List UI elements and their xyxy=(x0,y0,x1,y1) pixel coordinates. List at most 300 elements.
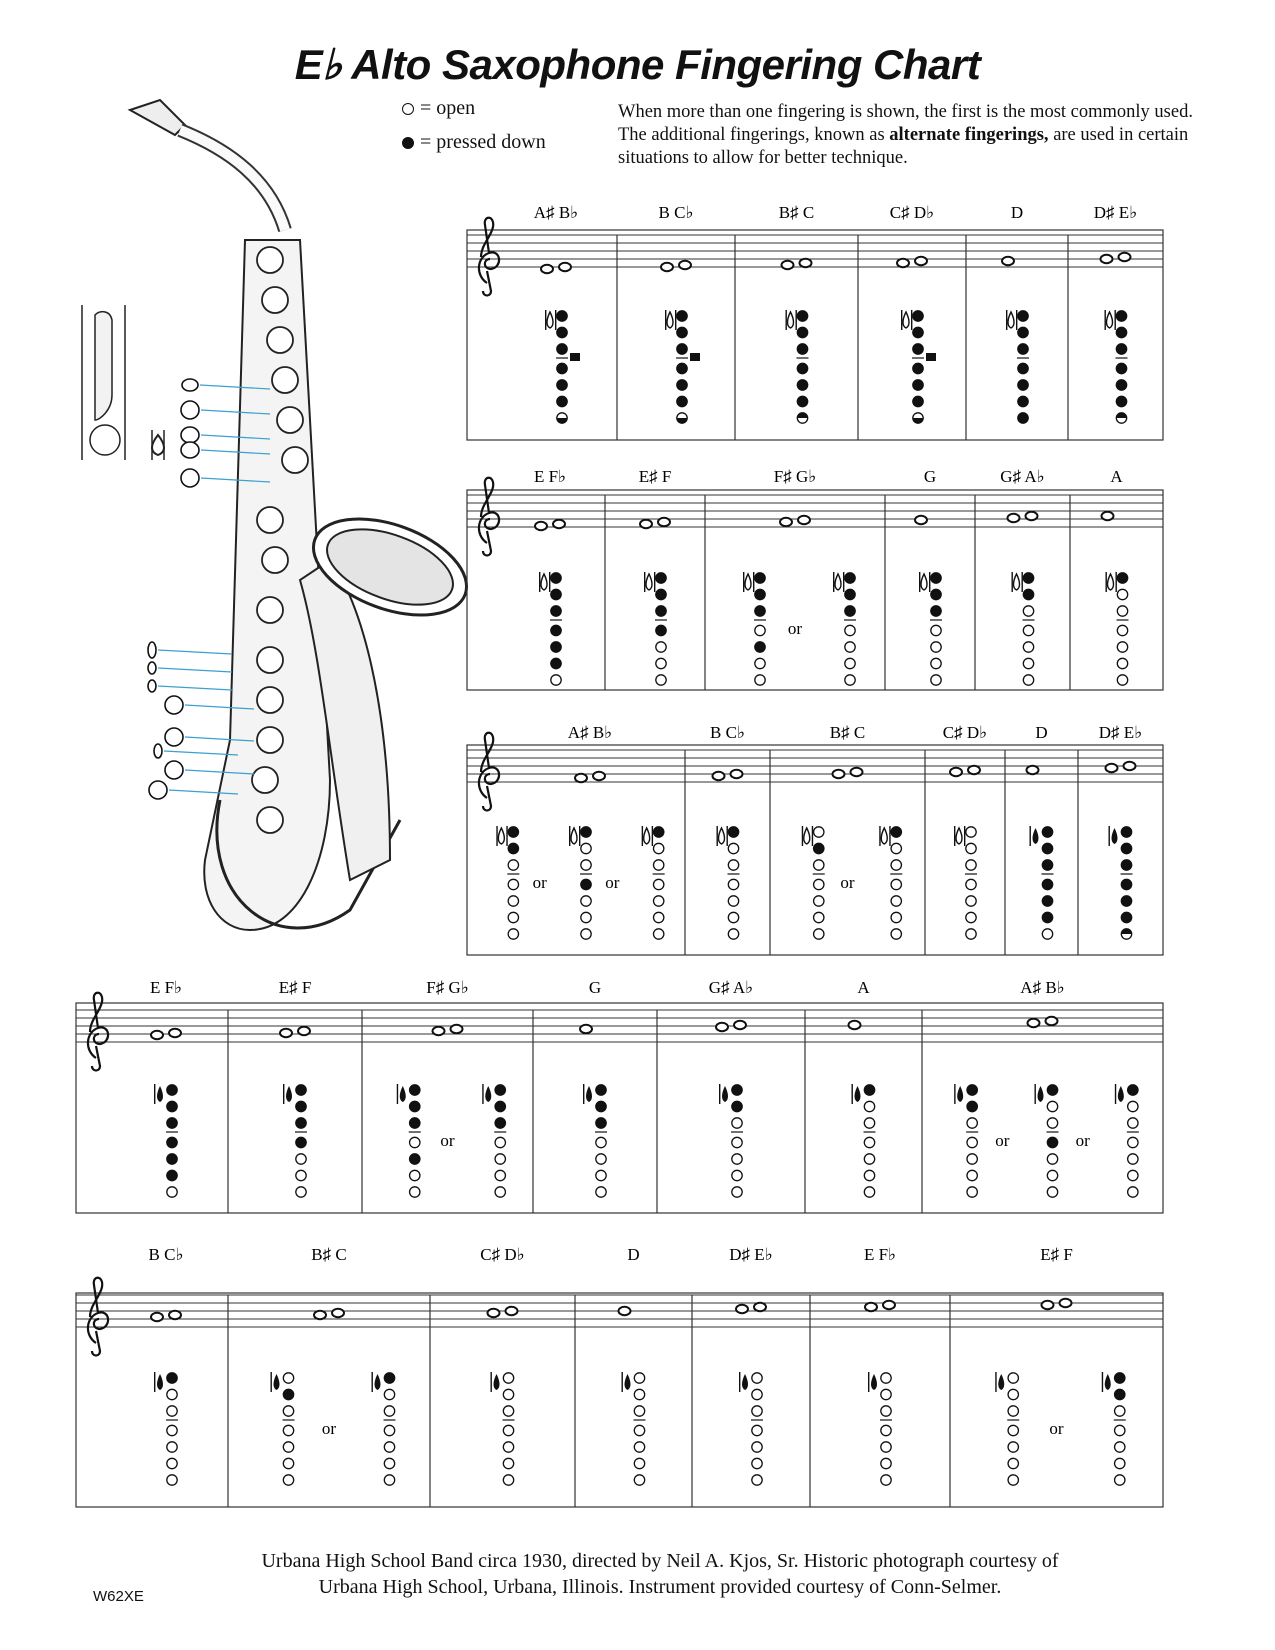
key-callout-icon xyxy=(181,442,199,458)
key-pressed-icon xyxy=(653,827,663,837)
key-pressed-icon xyxy=(1018,344,1028,354)
key-open-icon xyxy=(881,1458,891,1468)
or-label: or xyxy=(1049,1419,1064,1438)
key-open-icon xyxy=(814,912,824,922)
octave-key-pressed-icon xyxy=(494,1374,500,1390)
key-open-icon xyxy=(634,1406,644,1416)
note-head xyxy=(1008,514,1020,522)
sax-key-pad xyxy=(257,247,283,273)
note-text-1: When more than one fingering is shown, the first is the most commonly used. The additional fingerings, known as xyxy=(618,102,1193,145)
octave-key-pressed-icon xyxy=(157,1374,163,1390)
octave-key-pressed-icon xyxy=(286,1086,292,1102)
fingering-diagram xyxy=(995,1372,1019,1485)
fingering-diagram xyxy=(1102,1372,1126,1485)
key-open-icon xyxy=(167,1389,177,1399)
key-open-icon xyxy=(931,675,941,685)
key-open-icon xyxy=(167,1406,177,1416)
key-pressed-icon xyxy=(677,396,687,406)
note-label: G♯ A♭ xyxy=(1000,467,1045,486)
key-open-icon xyxy=(752,1425,762,1435)
key-pressed-icon xyxy=(656,589,666,599)
fingering-diagram xyxy=(491,1372,515,1485)
key-open-icon xyxy=(503,1442,513,1452)
note-label: D♯ E♭ xyxy=(729,1245,773,1264)
key-open-icon xyxy=(495,1137,505,1147)
key-open-icon xyxy=(167,1187,177,1197)
octave-key-bracket xyxy=(583,1084,584,1104)
octave-key-open-icon xyxy=(881,828,887,844)
key-open-icon xyxy=(966,929,976,939)
key-pressed-icon xyxy=(495,1118,505,1128)
key-open-icon xyxy=(967,1137,977,1147)
octave-key-pressed-icon xyxy=(157,1086,163,1102)
note-head xyxy=(640,520,652,528)
key-pressed-icon xyxy=(1116,380,1126,390)
key-pressed-icon xyxy=(1023,573,1033,583)
key-pressed-icon xyxy=(913,311,923,321)
octave-key-bracket xyxy=(1115,310,1116,330)
fingering-diagram xyxy=(1105,310,1128,423)
key-pressed-icon xyxy=(913,344,923,354)
octave-key-open-icon xyxy=(1008,312,1014,328)
octave-key-bracket xyxy=(901,310,902,330)
octave-key-bracket xyxy=(642,826,643,846)
octave-key-bracket xyxy=(954,1084,955,1104)
key-pressed-icon xyxy=(557,311,567,321)
key-open-icon xyxy=(881,1425,891,1435)
note-head-enharmonic xyxy=(798,516,810,524)
key-pressed-icon xyxy=(1116,396,1126,406)
fingering-diagram xyxy=(569,826,592,939)
fingering-diagram xyxy=(717,826,740,939)
octave-key-bracket xyxy=(644,572,645,592)
key-pressed-icon xyxy=(410,1085,420,1095)
fingering-diagram xyxy=(1106,572,1129,685)
fingering-diagram xyxy=(901,310,936,423)
key-open-icon xyxy=(1008,1475,1018,1485)
note-head xyxy=(1027,766,1039,774)
octave-key-open-icon xyxy=(498,828,504,844)
key-pressed-icon xyxy=(1047,1085,1057,1095)
key-open-icon xyxy=(755,658,765,668)
octave-key-bracket xyxy=(622,1372,623,1392)
key-open-icon xyxy=(1117,675,1127,685)
callout-leader xyxy=(158,668,232,672)
octave-key-bracket xyxy=(727,826,728,846)
row-frame xyxy=(76,1293,1163,1507)
octave-key-bracket xyxy=(549,572,550,592)
note-head xyxy=(619,1307,631,1315)
key-open-icon xyxy=(864,1154,874,1164)
note-label: E♯ F xyxy=(638,467,672,486)
key-pressed-icon xyxy=(845,573,855,583)
key-open-icon xyxy=(1008,1458,1018,1468)
key-pressed-icon xyxy=(797,363,807,373)
key-pressed-icon xyxy=(508,827,518,837)
key-open-icon xyxy=(891,912,901,922)
octave-key-open-icon xyxy=(719,828,725,844)
octave-key-bracket xyxy=(1102,1372,1103,1392)
fingering-diagram xyxy=(852,1084,876,1197)
legend-open-label: = open xyxy=(420,97,476,119)
key-pressed-icon xyxy=(967,1085,977,1095)
key-open-icon xyxy=(1008,1442,1018,1452)
note-label: A♯ B♭ xyxy=(533,203,579,222)
key-pressed-icon xyxy=(755,606,765,616)
fingering-diagram xyxy=(283,1084,307,1197)
octave-key-bracket xyxy=(852,1084,853,1104)
fingering-diagram xyxy=(719,1084,743,1197)
key-pressed-icon xyxy=(551,606,561,616)
key-open-icon xyxy=(1042,929,1052,939)
octave-key-pressed-icon xyxy=(400,1086,406,1102)
fingering-row xyxy=(76,1245,1163,1507)
fingering-diagram xyxy=(372,1372,396,1485)
key-open-icon xyxy=(384,1475,394,1485)
note-label: D♯ E♭ xyxy=(1098,723,1143,742)
note-head xyxy=(713,772,725,780)
note-head-enharmonic xyxy=(593,772,605,780)
note-head-enharmonic xyxy=(1124,762,1136,770)
octave-key-bracket xyxy=(868,1372,869,1392)
note-head-enharmonic xyxy=(679,261,691,269)
key-open-icon xyxy=(634,1458,644,1468)
fingering-diagram xyxy=(954,1084,978,1197)
note-label: A xyxy=(1110,467,1123,486)
note-head-enharmonic xyxy=(1060,1299,1072,1307)
key-open-icon xyxy=(581,860,591,870)
key-pressed-icon xyxy=(1128,1085,1138,1095)
fingering-diagram xyxy=(868,1372,892,1485)
fingering-diagram xyxy=(1012,572,1035,685)
fingering-diagram xyxy=(642,826,665,939)
key-open-icon xyxy=(1115,1406,1125,1416)
key-callout-icon xyxy=(149,781,167,799)
fingering-diagram xyxy=(879,826,902,939)
note-label: D xyxy=(1010,203,1024,222)
staff xyxy=(467,733,1163,811)
side-key-icon xyxy=(926,353,936,361)
sax-neck-inner xyxy=(180,130,285,230)
octave-key-open-icon xyxy=(571,828,577,844)
note-head xyxy=(314,1311,326,1319)
key-open-icon xyxy=(1115,1425,1125,1435)
callout-leader xyxy=(158,686,232,690)
key-pressed-icon xyxy=(755,573,765,583)
key-pressed-icon xyxy=(167,1137,177,1147)
key-pressed-icon xyxy=(167,1154,177,1164)
key-pressed-icon xyxy=(1116,311,1126,321)
fingering-row xyxy=(76,978,1163,1213)
key-open-icon xyxy=(881,1389,891,1399)
note-label: B♯ C xyxy=(778,203,815,222)
key-pressed-icon xyxy=(1018,363,1028,373)
key-open-icon xyxy=(1117,625,1127,635)
key-pressed-icon xyxy=(1121,860,1131,870)
key-pressed-icon xyxy=(1116,327,1126,337)
fingering-diagram xyxy=(154,1084,178,1197)
octave-key-bracket xyxy=(743,572,744,592)
octave-key-pressed-icon xyxy=(274,1374,280,1390)
key-open-icon xyxy=(1008,1389,1018,1399)
note-label: D xyxy=(627,1245,640,1264)
key-pressed-icon xyxy=(557,380,567,390)
note-head xyxy=(849,1021,861,1029)
key-pressed-icon xyxy=(913,327,923,337)
key-pressed-icon xyxy=(1121,879,1131,889)
octave-key-bracket xyxy=(1106,572,1107,592)
key-pressed-icon xyxy=(384,1373,394,1383)
key-callout-icon xyxy=(148,662,156,674)
key-open-icon xyxy=(1023,625,1033,635)
key-open-icon xyxy=(634,1442,644,1452)
key-open-icon xyxy=(581,843,591,853)
sax-neck xyxy=(180,130,285,230)
key-open-icon xyxy=(653,860,663,870)
key-open-icon xyxy=(1128,1118,1138,1128)
key-open-icon xyxy=(728,912,738,922)
key-pressed-icon xyxy=(296,1101,306,1111)
page-title: E♭ Alto Saxophone Fingering Chart xyxy=(294,41,981,88)
octave-key-bracket xyxy=(796,310,797,330)
key-pressed-icon xyxy=(1042,879,1052,889)
note-head-enharmonic xyxy=(1046,1017,1058,1025)
key-open-icon xyxy=(1128,1154,1138,1164)
key-open-icon xyxy=(752,1458,762,1468)
note-head-enharmonic xyxy=(553,520,565,528)
key-pressed-icon xyxy=(1121,843,1131,853)
key-pressed-icon xyxy=(1121,827,1131,837)
octave-key-bracket xyxy=(843,572,844,592)
note-head-enharmonic xyxy=(332,1309,344,1317)
key-open-icon xyxy=(410,1187,420,1197)
octave-key-bracket xyxy=(889,826,890,846)
octave-key-bracket xyxy=(812,826,813,846)
key-pressed-icon xyxy=(677,327,687,337)
octave-key-pressed-icon xyxy=(871,1374,877,1390)
fingering-diagram xyxy=(665,310,700,423)
octave-key-pressed-icon xyxy=(1038,1086,1044,1102)
key-pressed-icon xyxy=(596,1085,606,1095)
key-pressed-icon xyxy=(656,606,666,616)
octave-key-bracket xyxy=(506,826,507,846)
octave-key-bracket xyxy=(833,572,834,592)
staff xyxy=(76,1278,1163,1356)
key-pressed-icon xyxy=(1047,1137,1057,1147)
fingering-diagram xyxy=(786,310,809,423)
key-open-icon xyxy=(384,1458,394,1468)
octave-key-bracket xyxy=(496,826,497,846)
sax-key-pad xyxy=(277,407,303,433)
octave-key-pressed-icon xyxy=(375,1374,381,1390)
note-head xyxy=(541,265,553,273)
treble-clef-icon xyxy=(479,733,499,811)
note-label: D xyxy=(1035,723,1048,742)
key-open-icon xyxy=(891,879,901,889)
row-frame xyxy=(467,490,1163,690)
key-pressed-icon xyxy=(167,1373,177,1383)
octave-key-bracket xyxy=(995,1372,996,1392)
fingering-diagram xyxy=(482,1084,506,1197)
key-pressed-icon xyxy=(891,827,901,837)
note-label: G xyxy=(588,978,602,997)
note-head xyxy=(1028,1019,1040,1027)
key-open-icon xyxy=(596,1154,606,1164)
fingering-row xyxy=(467,467,1163,690)
key-open-icon xyxy=(752,1406,762,1416)
sax-key-pad xyxy=(252,767,278,793)
note-label: B C♭ xyxy=(710,723,745,742)
key-pressed-icon xyxy=(1116,344,1126,354)
key-open-icon xyxy=(656,658,666,668)
octave-key-bracket xyxy=(154,1372,155,1392)
key-open-icon xyxy=(728,929,738,939)
key-pressed-icon xyxy=(1018,327,1028,337)
sax-key-pad xyxy=(282,447,308,473)
key-pressed-icon xyxy=(931,589,941,599)
key-open-icon xyxy=(596,1137,606,1147)
row-frame xyxy=(467,230,1163,440)
key-open-icon xyxy=(283,1425,293,1435)
key-pressed-icon xyxy=(1121,912,1131,922)
key-pressed-icon xyxy=(913,380,923,390)
key-open-icon xyxy=(653,896,663,906)
note-head xyxy=(915,516,927,524)
key-open-icon xyxy=(495,1154,505,1164)
key-open-icon xyxy=(503,1475,513,1485)
octave-key-bracket xyxy=(555,310,556,330)
note-label: C♯ D♭ xyxy=(889,203,935,222)
key-pressed-icon xyxy=(283,1389,293,1399)
key-pressed-icon xyxy=(596,1118,606,1128)
footer-line-2: Urbana High School, Urbana, Illinois. Instrument provided courtesy of Conn-Selmer. xyxy=(318,1576,1002,1598)
sax-key-pad xyxy=(257,647,283,673)
sax-key-pad xyxy=(262,287,288,313)
key-callout-icon xyxy=(165,696,183,714)
staff xyxy=(467,218,1163,296)
key-open-icon xyxy=(167,1442,177,1452)
key-open-icon xyxy=(966,860,976,870)
note-head-enharmonic xyxy=(1119,253,1131,261)
key-open-icon xyxy=(891,896,901,906)
key-pressed-icon xyxy=(1117,573,1127,583)
key-open-icon xyxy=(508,896,518,906)
key-open-icon xyxy=(752,1475,762,1485)
key-open-icon xyxy=(864,1137,874,1147)
key-open-icon xyxy=(384,1425,394,1435)
fingering-row xyxy=(467,723,1163,955)
key-open-icon xyxy=(384,1442,394,1452)
key-pressed-icon xyxy=(410,1154,420,1164)
key-open-icon xyxy=(966,896,976,906)
key-open-icon xyxy=(814,827,824,837)
key-open-icon xyxy=(653,912,663,922)
key-open-icon xyxy=(384,1389,394,1399)
key-pressed-icon xyxy=(581,827,591,837)
key-open-icon xyxy=(728,860,738,870)
key-open-icon xyxy=(881,1475,891,1485)
note-head xyxy=(280,1029,292,1037)
octave-key-open-icon xyxy=(547,312,553,328)
key-callout-icon xyxy=(148,642,156,658)
note-label: B♯ C xyxy=(829,723,866,742)
fingering-diagram xyxy=(1115,1084,1139,1197)
fingering-diagram xyxy=(954,826,977,939)
note-label: D♯ E♭ xyxy=(1093,203,1138,222)
note-head-enharmonic xyxy=(883,1301,895,1309)
octave-key-bracket xyxy=(1105,310,1106,330)
fingering-diagram xyxy=(539,572,562,685)
note-label: E♯ F xyxy=(1040,1245,1073,1264)
octave-key-open-icon xyxy=(903,312,909,328)
side-key-icon xyxy=(690,353,700,361)
key-pressed-icon xyxy=(1042,827,1052,837)
sax-key-pad xyxy=(257,807,283,833)
octave-key-pressed-icon xyxy=(1112,828,1118,844)
fingering-diagram xyxy=(1035,1084,1059,1197)
key-pressed-icon xyxy=(508,843,518,853)
fingering-diagram xyxy=(1109,826,1133,939)
key-pressed-icon xyxy=(845,589,855,599)
fingering-diagram xyxy=(1030,826,1054,939)
sax-key-pad xyxy=(257,597,283,623)
or-label: or xyxy=(840,873,855,892)
key-pressed-icon xyxy=(755,642,765,652)
key-pressed-icon xyxy=(656,573,666,583)
fingering-diagram xyxy=(397,1084,421,1197)
note-label: C♯ D♭ xyxy=(480,1245,525,1264)
key-open-icon xyxy=(967,1118,977,1128)
octave-key-bracket xyxy=(482,1084,483,1104)
key-pressed-icon xyxy=(296,1085,306,1095)
sax-key-pad xyxy=(257,507,283,533)
note-head xyxy=(535,522,547,530)
key-open-icon xyxy=(755,675,765,685)
key-pressed-icon xyxy=(913,396,923,406)
key-open-icon xyxy=(508,912,518,922)
treble-clef-icon xyxy=(479,218,499,296)
sax-key-pad xyxy=(272,367,298,393)
octave-key-bracket xyxy=(919,572,920,592)
note-label: F♯ G♭ xyxy=(426,978,469,997)
key-open-icon xyxy=(931,625,941,635)
key-open-icon xyxy=(1008,1425,1018,1435)
key-open-icon xyxy=(845,625,855,635)
key-pressed-icon xyxy=(167,1170,177,1180)
octave-key-bracket xyxy=(1016,310,1017,330)
note-head xyxy=(865,1303,877,1311)
key-callout-icon xyxy=(154,744,162,758)
key-pressed-icon xyxy=(557,396,567,406)
note-head-enharmonic xyxy=(915,257,927,265)
note-head xyxy=(1102,512,1114,520)
fingering-diagram xyxy=(644,572,667,685)
note-head xyxy=(780,518,792,526)
or-label: or xyxy=(995,1131,1010,1150)
note-label: B C♭ xyxy=(148,1245,184,1264)
key-pressed-icon xyxy=(797,327,807,337)
octave-key-bracket xyxy=(283,1084,284,1104)
fingering-diagram xyxy=(1006,310,1029,423)
note-head-enharmonic xyxy=(169,1311,181,1319)
key-open-icon xyxy=(495,1187,505,1197)
key-open-icon xyxy=(656,675,666,685)
key-open-icon xyxy=(508,929,518,939)
fingering-diagram xyxy=(802,826,825,939)
octave-key-open-icon xyxy=(745,574,751,590)
key-open-icon xyxy=(864,1101,874,1111)
octave-key-bracket xyxy=(271,1372,272,1392)
